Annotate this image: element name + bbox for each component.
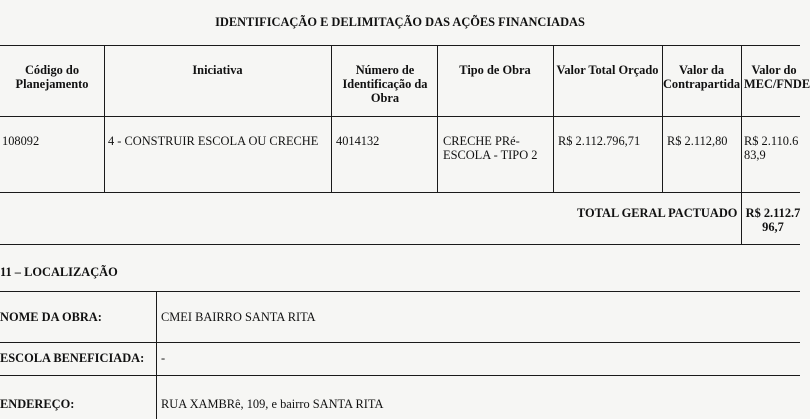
cell-iniciativa: 4 - CONSTRUIR ESCOLA OU CRECHE (108, 134, 319, 148)
field-label-endereco: ENDEREÇO: (0, 397, 75, 411)
field-value-nome-obra: CMEI BAIRRO SANTA RITA (161, 310, 316, 324)
header-numero: Número de Identificação da Obra (342, 63, 428, 105)
loc-top-border (0, 291, 800, 292)
cell-contrapartida: R$ 2.112,80 (667, 134, 728, 148)
cell-valor-total: R$ 2.112.796,71 (558, 134, 641, 148)
cell-numero: 4014132 (336, 134, 380, 148)
localizacao-heading: 11 – LOCALIZAÇÃO (0, 265, 118, 279)
header-valor-total: Valor Total Orçado (556, 63, 659, 77)
loc-row1-border (0, 342, 800, 343)
header-tipo: Tipo de Obra (459, 63, 531, 77)
total-label: TOTAL GERAL PACTUADO (577, 206, 738, 220)
loc-col-divider (156, 291, 157, 419)
col-divider-6 (741, 45, 742, 244)
cell-codigo: 108092 (2, 134, 40, 148)
loc-row2-border (0, 375, 800, 376)
field-label-nome-obra: NOME DA OBRA: (0, 310, 102, 324)
col-divider-2 (331, 45, 332, 192)
row-bottom-border (0, 192, 800, 193)
header-contrapartida: Valor da Contrapartida (662, 63, 741, 91)
header-mec: Valor do MEC/FNDE (744, 63, 810, 91)
field-value-escola: - (161, 351, 166, 365)
cell-mec: R$ 2.110.683,9 (744, 134, 799, 162)
header-iniciativa: Iniciativa (192, 63, 243, 77)
field-value-endereco: RUA XAMBRê, 109, e bairro SANTA RITA (161, 397, 384, 411)
table-bottom-border (0, 244, 800, 245)
field-label-escola: ESCOLA BENEFICIADA: (0, 351, 145, 365)
total-value: R$ 2.112.796,7 (745, 206, 801, 234)
header-codigo: Código do Planejamento (15, 63, 89, 91)
section-title: IDENTIFICAÇÃO E DELIMITAÇÃO DAS AÇÕES FINANCIADAS (215, 15, 585, 29)
header-bottom-border (0, 116, 800, 117)
table-top-border (0, 45, 800, 46)
cell-tipo: CRECHE PRé-ESCOLA - TIPO 2 (443, 134, 538, 162)
